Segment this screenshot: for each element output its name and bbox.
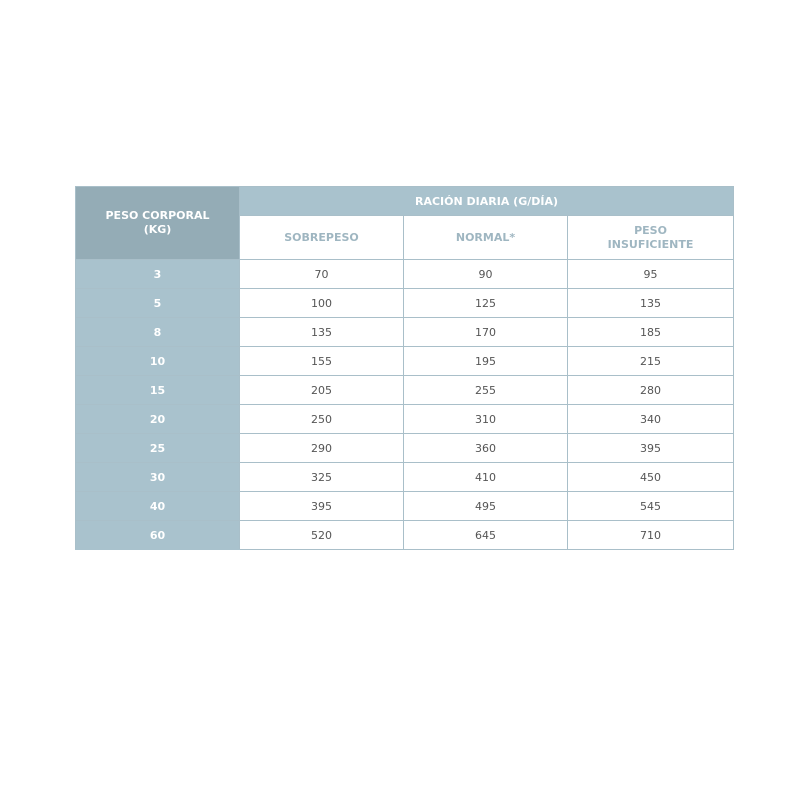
overweight-cell: 70 (240, 260, 404, 289)
overweight-cell: 205 (240, 376, 404, 405)
daily-ration-header: RACIÓN DIARIA (G/DÍA) (240, 187, 734, 216)
body-weight-header-line2: (KG) (143, 223, 172, 236)
table-row (76, 318, 734, 347)
normal-cell: 410 (404, 463, 568, 492)
weight-cell: 8 (76, 318, 240, 347)
overweight-cell: 520 (240, 521, 404, 550)
normal-cell: 125 (404, 289, 568, 318)
weight-cell: 40 (76, 492, 240, 521)
table-row (76, 463, 734, 492)
underweight-cell: 395 (568, 434, 734, 463)
underweight-cell: 545 (568, 492, 734, 521)
overweight-header: SOBREPESO (240, 216, 404, 260)
normal-cell: 310 (404, 405, 568, 434)
weight-cell: 5 (76, 289, 240, 318)
weight-cell: 15 (76, 376, 240, 405)
weight-cell: 25 (76, 434, 240, 463)
underweight-cell: 280 (568, 376, 734, 405)
normal-cell: 645 (404, 521, 568, 550)
body-weight-header-line1: PESO CORPORAL (105, 209, 210, 222)
normal-cell: 90 (404, 260, 568, 289)
overweight-cell: 290 (240, 434, 404, 463)
underweight-cell: 95 (568, 260, 734, 289)
overweight-cell: 250 (240, 405, 404, 434)
weight-cell: 60 (76, 521, 240, 550)
underweight-header-line2: INSUFICIENTE (607, 237, 694, 251)
table-row (76, 405, 734, 434)
normal-cell: 495 (404, 492, 568, 521)
underweight-cell: 215 (568, 347, 734, 376)
overweight-cell: 100 (240, 289, 404, 318)
normal-cell: 195 (404, 347, 568, 376)
normal-cell: 255 (404, 376, 568, 405)
overweight-cell: 155 (240, 347, 404, 376)
table-row (76, 521, 734, 550)
normal-cell: 170 (404, 318, 568, 347)
underweight-header-line1: PESO (634, 223, 667, 237)
daily-ration-table (75, 186, 734, 550)
table-row (76, 434, 734, 463)
normal-header: NORMAL* (404, 216, 568, 260)
overweight-cell: 135 (240, 318, 404, 347)
weight-cell: 20 (76, 405, 240, 434)
overweight-cell: 395 (240, 492, 404, 521)
table-row (76, 289, 734, 318)
underweight-cell: 450 (568, 463, 734, 492)
table-row (76, 376, 734, 405)
overweight-cell: 325 (240, 463, 404, 492)
underweight-cell: 185 (568, 318, 734, 347)
weight-cell: 30 (76, 463, 240, 492)
underweight-cell: 340 (568, 405, 734, 434)
underweight-cell: 710 (568, 521, 734, 550)
underweight-cell: 135 (568, 289, 734, 318)
weight-cell: 10 (76, 347, 240, 376)
underweight-header (568, 216, 734, 260)
table-row (76, 492, 734, 521)
header-row-top (76, 187, 734, 216)
table-row (76, 347, 734, 376)
table-row (76, 260, 734, 289)
body-weight-header (76, 187, 240, 260)
normal-cell: 360 (404, 434, 568, 463)
weight-cell: 3 (76, 260, 240, 289)
